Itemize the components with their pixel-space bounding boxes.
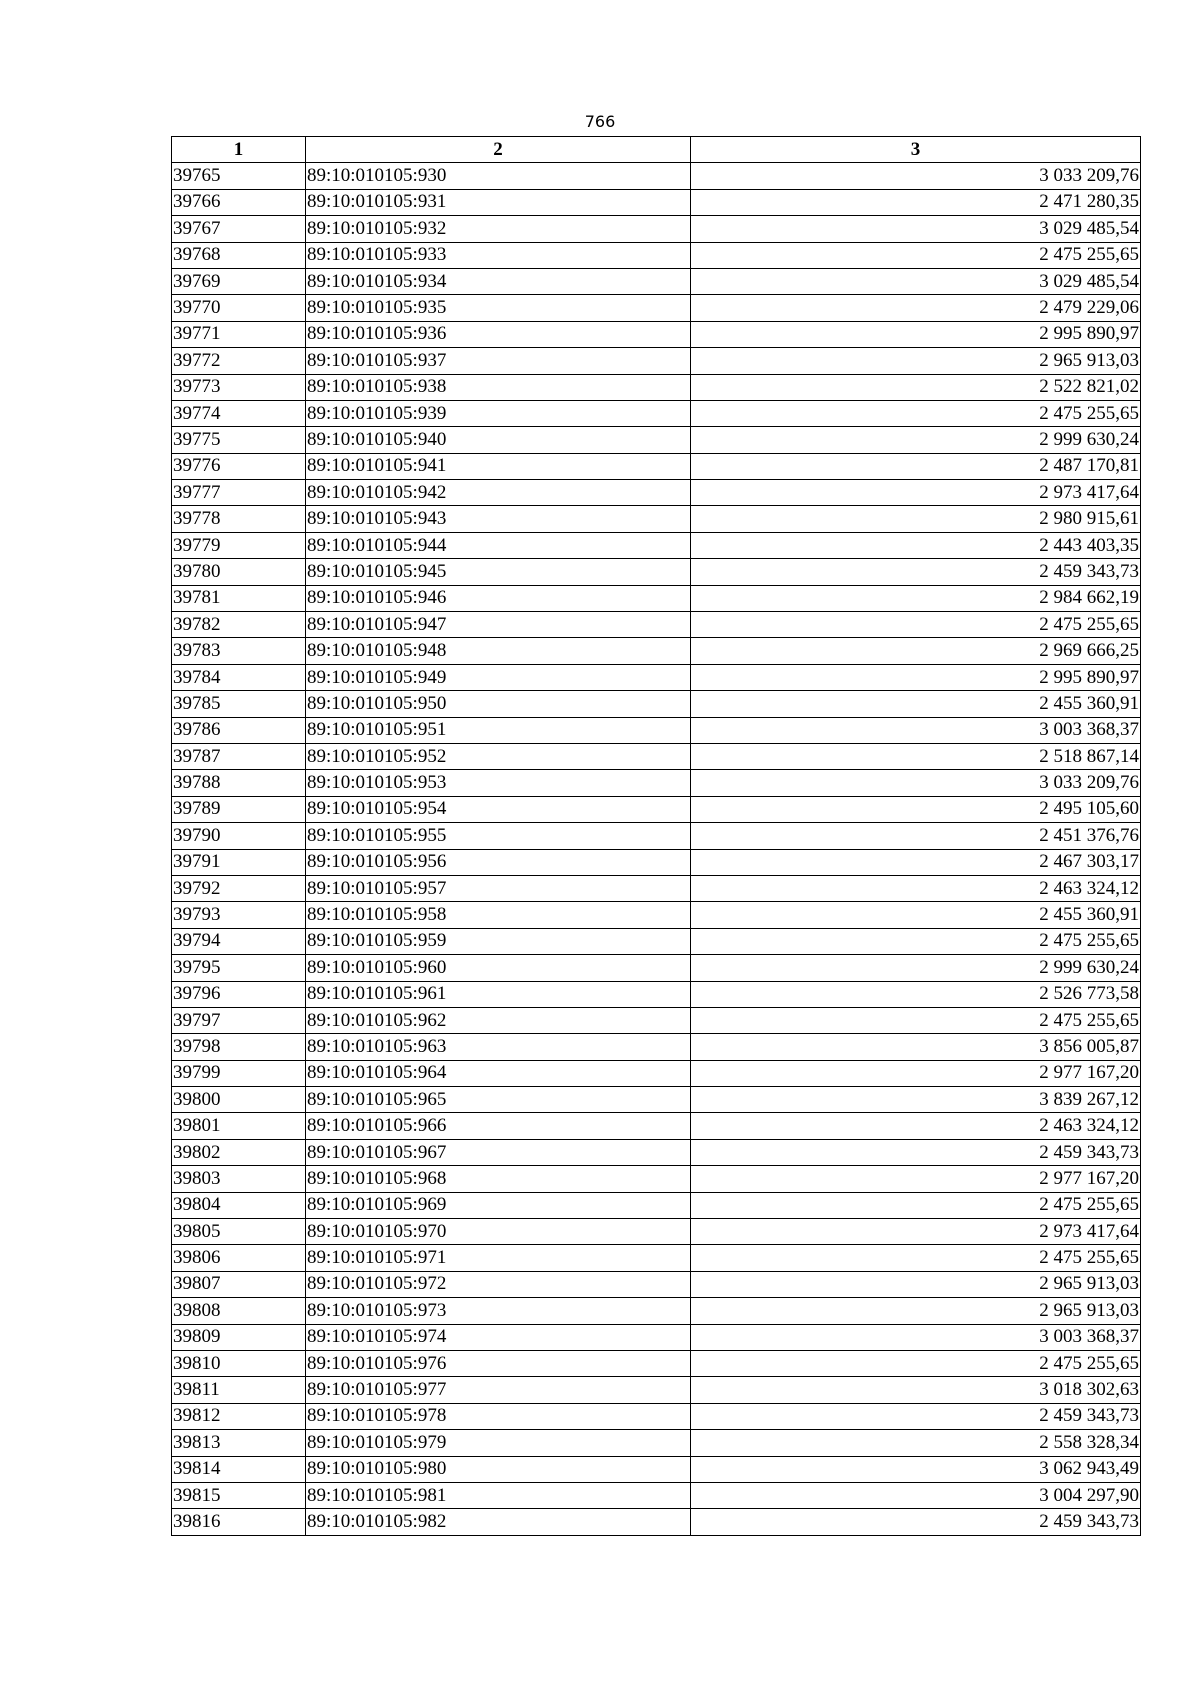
row-number-cell: 39791 xyxy=(172,849,306,875)
row-number-cell: 39810 xyxy=(172,1350,306,1376)
cadastral-number-cell: 89:10:010105:942 xyxy=(306,480,691,506)
table-row xyxy=(172,955,1141,981)
value-cell: 2 455 360,91 xyxy=(691,902,1141,928)
value-cell: 2 999 630,24 xyxy=(691,955,1141,981)
table-row xyxy=(172,612,1141,638)
cadastral-number-cell: 89:10:010105:962 xyxy=(306,1007,691,1033)
cadastral-number-cell: 89:10:010105:953 xyxy=(306,770,691,796)
value-cell: 2 443 403,35 xyxy=(691,532,1141,558)
row-number-cell: 39785 xyxy=(172,691,306,717)
cadastral-number-cell: 89:10:010105:936 xyxy=(306,321,691,347)
value-cell: 3 003 368,37 xyxy=(691,717,1141,743)
row-number-cell: 39793 xyxy=(172,902,306,928)
row-number-cell: 39784 xyxy=(172,664,306,690)
cadastral-number-cell: 89:10:010105:964 xyxy=(306,1060,691,1086)
table-row xyxy=(172,1430,1141,1456)
table-row xyxy=(172,770,1141,796)
cadastral-number-cell: 89:10:010105:935 xyxy=(306,295,691,321)
cadastral-number-cell: 89:10:010105:969 xyxy=(306,1192,691,1218)
column-header-1: 1 xyxy=(172,137,306,163)
row-number-cell: 39790 xyxy=(172,823,306,849)
row-number-cell: 39809 xyxy=(172,1324,306,1350)
row-number-cell: 39775 xyxy=(172,427,306,453)
table-row xyxy=(172,453,1141,479)
value-cell: 3 029 485,54 xyxy=(691,268,1141,294)
table-row xyxy=(172,480,1141,506)
cadastral-number-cell: 89:10:010105:981 xyxy=(306,1482,691,1508)
value-cell: 3 003 368,37 xyxy=(691,1324,1141,1350)
cadastral-number-cell: 89:10:010105:948 xyxy=(306,638,691,664)
cadastral-number-cell: 89:10:010105:931 xyxy=(306,189,691,215)
table-row xyxy=(172,1034,1141,1060)
table-row xyxy=(172,295,1141,321)
column-header-2: 2 xyxy=(306,137,691,163)
row-number-cell: 39788 xyxy=(172,770,306,796)
table-row xyxy=(172,1087,1141,1113)
table-row xyxy=(172,1245,1141,1271)
cadastral-number-cell: 89:10:010105:945 xyxy=(306,559,691,585)
value-cell: 2 455 360,91 xyxy=(691,691,1141,717)
row-number-cell: 39806 xyxy=(172,1245,306,1271)
row-number-cell: 39803 xyxy=(172,1166,306,1192)
value-cell: 2 518 867,14 xyxy=(691,743,1141,769)
row-number-cell: 39780 xyxy=(172,559,306,585)
value-cell: 2 459 343,73 xyxy=(691,1509,1141,1535)
table-row xyxy=(172,1166,1141,1192)
row-number-cell: 39807 xyxy=(172,1271,306,1297)
cadastral-number-cell: 89:10:010105:943 xyxy=(306,506,691,532)
table-row xyxy=(172,189,1141,215)
cadastral-number-cell: 89:10:010105:979 xyxy=(306,1430,691,1456)
table-row xyxy=(172,216,1141,242)
value-cell: 2 965 913,03 xyxy=(691,1271,1141,1297)
row-number-cell: 39786 xyxy=(172,717,306,743)
row-number-cell: 39767 xyxy=(172,216,306,242)
row-number-cell: 39795 xyxy=(172,955,306,981)
row-number-cell: 39792 xyxy=(172,875,306,901)
value-cell: 2 977 167,20 xyxy=(691,1166,1141,1192)
cadastral-number-cell: 89:10:010105:973 xyxy=(306,1298,691,1324)
row-number-cell: 39787 xyxy=(172,743,306,769)
table-row xyxy=(172,1403,1141,1429)
table-body xyxy=(172,163,1141,1535)
row-number-cell: 39769 xyxy=(172,268,306,294)
cadastral-number-cell: 89:10:010105:930 xyxy=(306,163,691,189)
value-cell: 2 977 167,20 xyxy=(691,1060,1141,1086)
row-number-cell: 39768 xyxy=(172,242,306,268)
row-number-cell: 39778 xyxy=(172,506,306,532)
value-cell: 2 969 666,25 xyxy=(691,638,1141,664)
table-row xyxy=(172,242,1141,268)
row-number-cell: 39781 xyxy=(172,585,306,611)
row-number-cell: 39811 xyxy=(172,1377,306,1403)
value-cell: 2 475 255,65 xyxy=(691,1007,1141,1033)
value-cell: 2 475 255,65 xyxy=(691,242,1141,268)
cadastral-number-cell: 89:10:010105:976 xyxy=(306,1350,691,1376)
cadastral-number-cell: 89:10:010105:977 xyxy=(306,1377,691,1403)
cadastral-number-cell: 89:10:010105:982 xyxy=(306,1509,691,1535)
cadastral-number-cell: 89:10:010105:966 xyxy=(306,1113,691,1139)
table-row xyxy=(172,1271,1141,1297)
value-cell: 2 459 343,73 xyxy=(691,1139,1141,1165)
table-row xyxy=(172,321,1141,347)
cadastral-value-table xyxy=(171,136,1141,1536)
value-cell: 3 856 005,87 xyxy=(691,1034,1141,1060)
cadastral-number-cell: 89:10:010105:956 xyxy=(306,849,691,875)
row-number-cell: 39765 xyxy=(172,163,306,189)
value-cell: 2 980 915,61 xyxy=(691,506,1141,532)
table-row xyxy=(172,717,1141,743)
cadastral-number-cell: 89:10:010105:963 xyxy=(306,1034,691,1060)
table-row xyxy=(172,928,1141,954)
cadastral-number-cell: 89:10:010105:944 xyxy=(306,532,691,558)
value-cell: 2 995 890,97 xyxy=(691,321,1141,347)
value-cell: 2 475 255,65 xyxy=(691,612,1141,638)
cadastral-number-cell: 89:10:010105:952 xyxy=(306,743,691,769)
table-row xyxy=(172,849,1141,875)
value-cell: 2 973 417,64 xyxy=(691,1219,1141,1245)
value-cell: 2 475 255,65 xyxy=(691,400,1141,426)
cadastral-number-cell: 89:10:010105:978 xyxy=(306,1403,691,1429)
value-cell: 2 479 229,06 xyxy=(691,295,1141,321)
table-row xyxy=(172,1350,1141,1376)
cadastral-number-cell: 89:10:010105:957 xyxy=(306,875,691,901)
row-number-cell: 39816 xyxy=(172,1509,306,1535)
cadastral-number-cell: 89:10:010105:974 xyxy=(306,1324,691,1350)
table-row xyxy=(172,1509,1141,1535)
table-row xyxy=(172,1139,1141,1165)
row-number-cell: 39813 xyxy=(172,1430,306,1456)
value-cell: 3 839 267,12 xyxy=(691,1087,1141,1113)
table-row xyxy=(172,823,1141,849)
value-cell: 2 475 255,65 xyxy=(691,1350,1141,1376)
row-number-cell: 39805 xyxy=(172,1219,306,1245)
cadastral-number-cell: 89:10:010105:933 xyxy=(306,242,691,268)
column-header-3: 3 xyxy=(691,137,1141,163)
table-row xyxy=(172,532,1141,558)
cadastral-number-cell: 89:10:010105:940 xyxy=(306,427,691,453)
value-cell: 2 522 821,02 xyxy=(691,374,1141,400)
row-number-cell: 39798 xyxy=(172,1034,306,1060)
cadastral-number-cell: 89:10:010105:961 xyxy=(306,981,691,1007)
table-row xyxy=(172,1377,1141,1403)
row-number-cell: 39772 xyxy=(172,348,306,374)
cadastral-number-cell: 89:10:010105:960 xyxy=(306,955,691,981)
row-number-cell: 39773 xyxy=(172,374,306,400)
value-cell: 2 526 773,58 xyxy=(691,981,1141,1007)
table-header-row xyxy=(172,137,1141,163)
table-row xyxy=(172,585,1141,611)
table-row xyxy=(172,374,1141,400)
value-cell: 3 004 297,90 xyxy=(691,1482,1141,1508)
value-cell: 2 459 343,73 xyxy=(691,1403,1141,1429)
table-row xyxy=(172,1298,1141,1324)
row-number-cell: 39777 xyxy=(172,480,306,506)
row-number-cell: 39800 xyxy=(172,1087,306,1113)
cadastral-number-cell: 89:10:010105:967 xyxy=(306,1139,691,1165)
row-number-cell: 39783 xyxy=(172,638,306,664)
value-cell: 2 965 913,03 xyxy=(691,1298,1141,1324)
cadastral-number-cell: 89:10:010105:946 xyxy=(306,585,691,611)
cadastral-number-cell: 89:10:010105:971 xyxy=(306,1245,691,1271)
table-row xyxy=(172,981,1141,1007)
cadastral-number-cell: 89:10:010105:972 xyxy=(306,1271,691,1297)
row-number-cell: 39799 xyxy=(172,1060,306,1086)
row-number-cell: 39804 xyxy=(172,1192,306,1218)
cadastral-number-cell: 89:10:010105:951 xyxy=(306,717,691,743)
row-number-cell: 39770 xyxy=(172,295,306,321)
cadastral-number-cell: 89:10:010105:941 xyxy=(306,453,691,479)
row-number-cell: 39766 xyxy=(172,189,306,215)
value-cell: 2 984 662,19 xyxy=(691,585,1141,611)
value-cell: 2 475 255,65 xyxy=(691,1192,1141,1218)
cadastral-number-cell: 89:10:010105:965 xyxy=(306,1087,691,1113)
row-number-cell: 39815 xyxy=(172,1482,306,1508)
table-row xyxy=(172,1007,1141,1033)
table-row xyxy=(172,559,1141,585)
table-row xyxy=(172,400,1141,426)
table-row xyxy=(172,268,1141,294)
value-cell: 2 475 255,65 xyxy=(691,928,1141,954)
table-row xyxy=(172,796,1141,822)
table-row xyxy=(172,506,1141,532)
value-cell: 2 995 890,97 xyxy=(691,664,1141,690)
cadastral-number-cell: 89:10:010105:959 xyxy=(306,928,691,954)
cadastral-number-cell: 89:10:010105:934 xyxy=(306,268,691,294)
table-row xyxy=(172,348,1141,374)
value-cell: 2 459 343,73 xyxy=(691,559,1141,585)
row-number-cell: 39797 xyxy=(172,1007,306,1033)
table-row xyxy=(172,638,1141,664)
value-cell: 2 487 170,81 xyxy=(691,453,1141,479)
cadastral-number-cell: 89:10:010105:950 xyxy=(306,691,691,717)
value-cell: 3 062 943,49 xyxy=(691,1456,1141,1482)
cadastral-number-cell: 89:10:010105:937 xyxy=(306,348,691,374)
value-cell: 3 033 209,76 xyxy=(691,770,1141,796)
row-number-cell: 39801 xyxy=(172,1113,306,1139)
value-cell: 2 467 303,17 xyxy=(691,849,1141,875)
row-number-cell: 39802 xyxy=(172,1139,306,1165)
cadastral-number-cell: 89:10:010105:980 xyxy=(306,1456,691,1482)
cadastral-number-cell: 89:10:010105:954 xyxy=(306,796,691,822)
value-cell: 3 018 302,63 xyxy=(691,1377,1141,1403)
table-row xyxy=(172,1060,1141,1086)
row-number-cell: 39776 xyxy=(172,453,306,479)
row-number-cell: 39782 xyxy=(172,612,306,638)
cadastral-number-cell: 89:10:010105:958 xyxy=(306,902,691,928)
value-cell: 3 029 485,54 xyxy=(691,216,1141,242)
row-number-cell: 39789 xyxy=(172,796,306,822)
table-row xyxy=(172,875,1141,901)
row-number-cell: 39814 xyxy=(172,1456,306,1482)
cadastral-number-cell: 89:10:010105:955 xyxy=(306,823,691,849)
row-number-cell: 39771 xyxy=(172,321,306,347)
table-row xyxy=(172,163,1141,189)
page-number: 766 xyxy=(584,112,616,131)
value-cell: 3 033 209,76 xyxy=(691,163,1141,189)
value-cell: 2 463 324,12 xyxy=(691,875,1141,901)
table-row xyxy=(172,902,1141,928)
cadastral-number-cell: 89:10:010105:968 xyxy=(306,1166,691,1192)
cadastral-number-cell: 89:10:010105:947 xyxy=(306,612,691,638)
cadastral-number-cell: 89:10:010105:932 xyxy=(306,216,691,242)
row-number-cell: 39779 xyxy=(172,532,306,558)
value-cell: 2 475 255,65 xyxy=(691,1245,1141,1271)
table-row xyxy=(172,1192,1141,1218)
row-number-cell: 39812 xyxy=(172,1403,306,1429)
table-row xyxy=(172,691,1141,717)
cadastral-number-cell: 89:10:010105:949 xyxy=(306,664,691,690)
value-cell: 2 471 280,35 xyxy=(691,189,1141,215)
value-cell: 2 558 328,34 xyxy=(691,1430,1141,1456)
table-row xyxy=(172,1324,1141,1350)
row-number-cell: 39796 xyxy=(172,981,306,1007)
value-cell: 2 451 376,76 xyxy=(691,823,1141,849)
value-cell: 2 973 417,64 xyxy=(691,480,1141,506)
cadastral-number-cell: 89:10:010105:939 xyxy=(306,400,691,426)
table-row xyxy=(172,1219,1141,1245)
value-cell: 2 463 324,12 xyxy=(691,1113,1141,1139)
row-number-cell: 39808 xyxy=(172,1298,306,1324)
table-row xyxy=(172,427,1141,453)
row-number-cell: 39774 xyxy=(172,400,306,426)
table-row xyxy=(172,1482,1141,1508)
value-cell: 2 965 913,03 xyxy=(691,348,1141,374)
value-cell: 2 999 630,24 xyxy=(691,427,1141,453)
table-row xyxy=(172,1113,1141,1139)
cadastral-number-cell: 89:10:010105:970 xyxy=(306,1219,691,1245)
value-cell: 2 495 105,60 xyxy=(691,796,1141,822)
table-row xyxy=(172,664,1141,690)
cadastral-number-cell: 89:10:010105:938 xyxy=(306,374,691,400)
table-row xyxy=(172,743,1141,769)
row-number-cell: 39794 xyxy=(172,928,306,954)
table-row xyxy=(172,1456,1141,1482)
